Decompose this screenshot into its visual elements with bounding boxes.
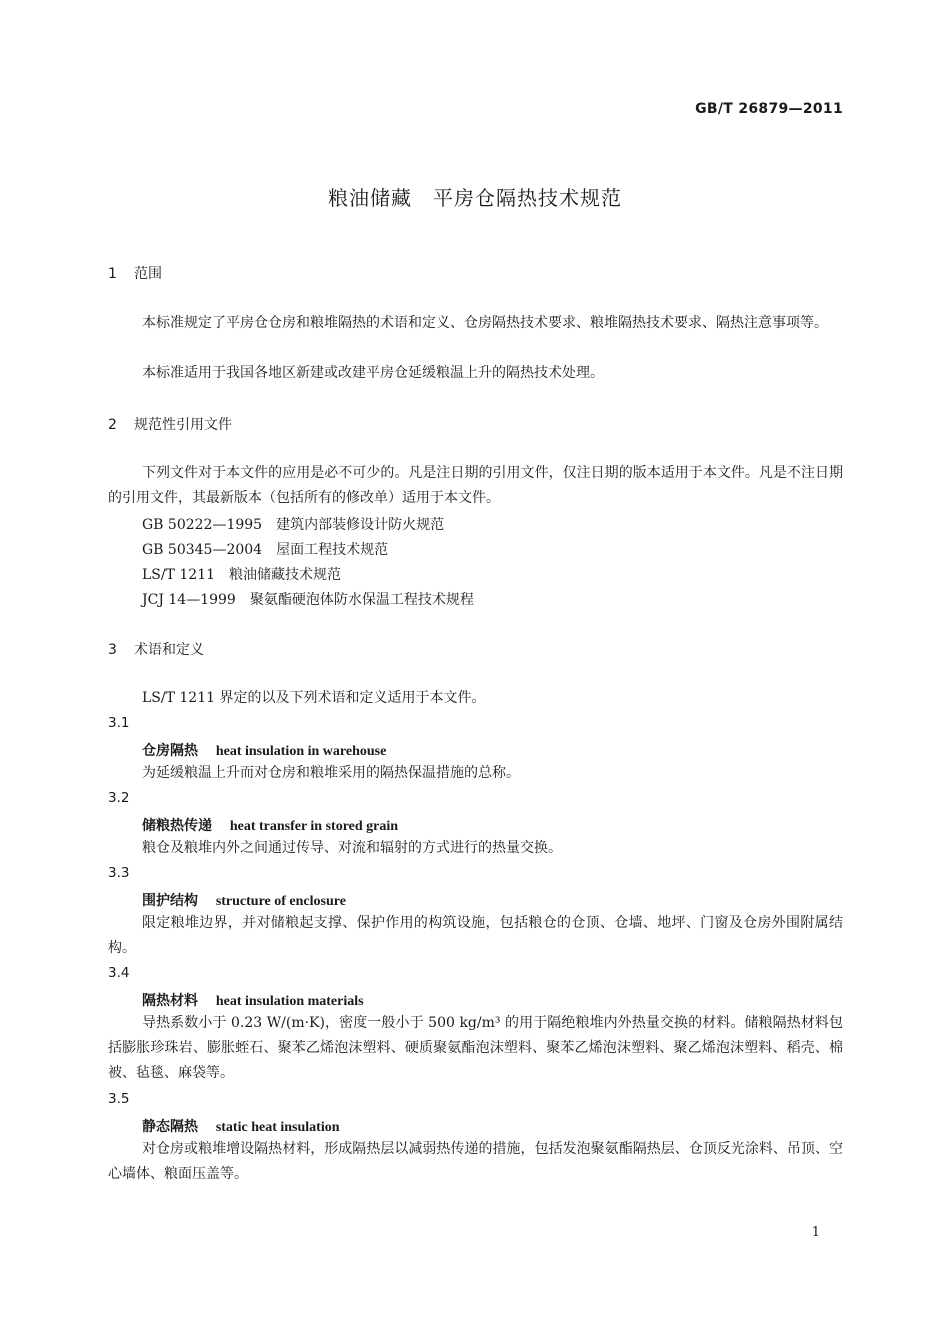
document-title: 粮油储藏 平房仓隔热技术规范 xyxy=(328,186,622,210)
page-number: 1 xyxy=(811,1225,820,1240)
term-english: heat insulation materials xyxy=(215,994,364,1009)
reference-item: GB 50222—1995 建筑内部装修设计防火规范 xyxy=(142,517,445,533)
section-title: 规范性引用文件 xyxy=(134,417,232,433)
section-number: 1 xyxy=(108,266,117,282)
reference-item: JCJ 14—1999 聚氨酯硬泡体防水保温工程技术规程 xyxy=(142,592,474,608)
section-3-heading xyxy=(108,639,204,659)
term-chinese: 静态隔热 xyxy=(142,1119,198,1135)
section-number: 3 xyxy=(108,642,117,658)
section-2-heading xyxy=(108,414,232,434)
term-title xyxy=(142,740,386,760)
term-english: structure of enclosure xyxy=(215,894,346,909)
term-number: 3.3 xyxy=(108,865,130,881)
section-2-intro: 下列文件对于本文件的应用是必不可少的。凡是注日期的引用文件，仅注日期的版本适用于本文件。凡是不注日期的引用文件，其最新版本（包括所有的修改单）适用于本文件。 xyxy=(108,465,843,506)
term-chinese: 储粮热传递 xyxy=(142,818,212,834)
term-number: 3.2 xyxy=(108,790,130,806)
term-title xyxy=(142,890,346,910)
standard-number: GB/T 26879—2011 xyxy=(695,101,843,117)
term-title xyxy=(142,815,398,835)
term-english: heat transfer in stored grain xyxy=(229,819,399,834)
term-number: 3.1 xyxy=(108,715,130,731)
term-english: static heat insulation xyxy=(215,1120,340,1135)
term-definition: 为延缓粮温上升而对仓房和粮堆采用的隔热保温措施的总称。 xyxy=(142,765,520,781)
section-1-paragraph-2: 本标准适用于我国各地区新建或改建平房仓延缓粮温上升的隔热技术处理。 xyxy=(142,365,604,381)
term-title xyxy=(142,990,364,1010)
section-3-intro: LS/T 1211 界定的以及下列术语和定义适用于本文件。 xyxy=(142,690,486,706)
term-definition: 粮仓及粮堆内外之间通过传导、对流和辐射的方式进行的热量交换。 xyxy=(142,840,562,856)
section-title: 术语和定义 xyxy=(134,642,204,658)
term-chinese: 仓房隔热 xyxy=(142,743,198,759)
section-title: 范围 xyxy=(134,266,162,282)
term-number: 3.5 xyxy=(108,1091,130,1107)
section-1-paragraph-1: 本标准规定了平房仓仓房和粮堆隔热的术语和定义、仓房隔热技术要求、粮堆隔热技术要求、隔热注意事项等。 xyxy=(142,315,828,331)
term-chinese: 围护结构 xyxy=(142,893,198,909)
section-1-heading xyxy=(108,263,162,283)
term-title xyxy=(142,1116,340,1136)
term-english: heat insulation in warehouse xyxy=(215,744,387,759)
term-definition: 限定粮堆边界，并对储粮起支撑、保护作用的构筑设施，包括粮仓的仓顶、仓墙、地坪、门窗及仓房外围附属结构。 xyxy=(108,915,843,956)
section-number: 2 xyxy=(108,417,117,433)
term-definition: 对仓房或粮堆增设隔热材料，形成隔热层以减弱热传递的措施，包括发泡聚氨酯隔热层、仓顶反光涂料、吊顶、空心墙体、粮面压盖等。 xyxy=(108,1141,843,1182)
reference-item: LS/T 1211 粮油储藏技术规范 xyxy=(142,567,342,583)
term-definition: 导热系数小于 0.23 W/(m·K)，密度一般小于 500 kg/m³ 的用于隔绝粮堆内外热量交换的材料。储粮隔热材料包括膨胀珍珠岩、膨胀蛭石、聚苯乙烯泡沫塑料、硬质聚氨酯泡沫塑料、聚苯乙烯泡沫塑料、聚乙烯泡沫塑料、稻壳、棉被、毡毯、麻袋等。 xyxy=(108,1015,843,1081)
reference-item: GB 50345—2004 屋面工程技术规范 xyxy=(142,542,389,558)
term-number: 3.4 xyxy=(108,965,130,981)
term-chinese: 隔热材料 xyxy=(142,993,198,1009)
